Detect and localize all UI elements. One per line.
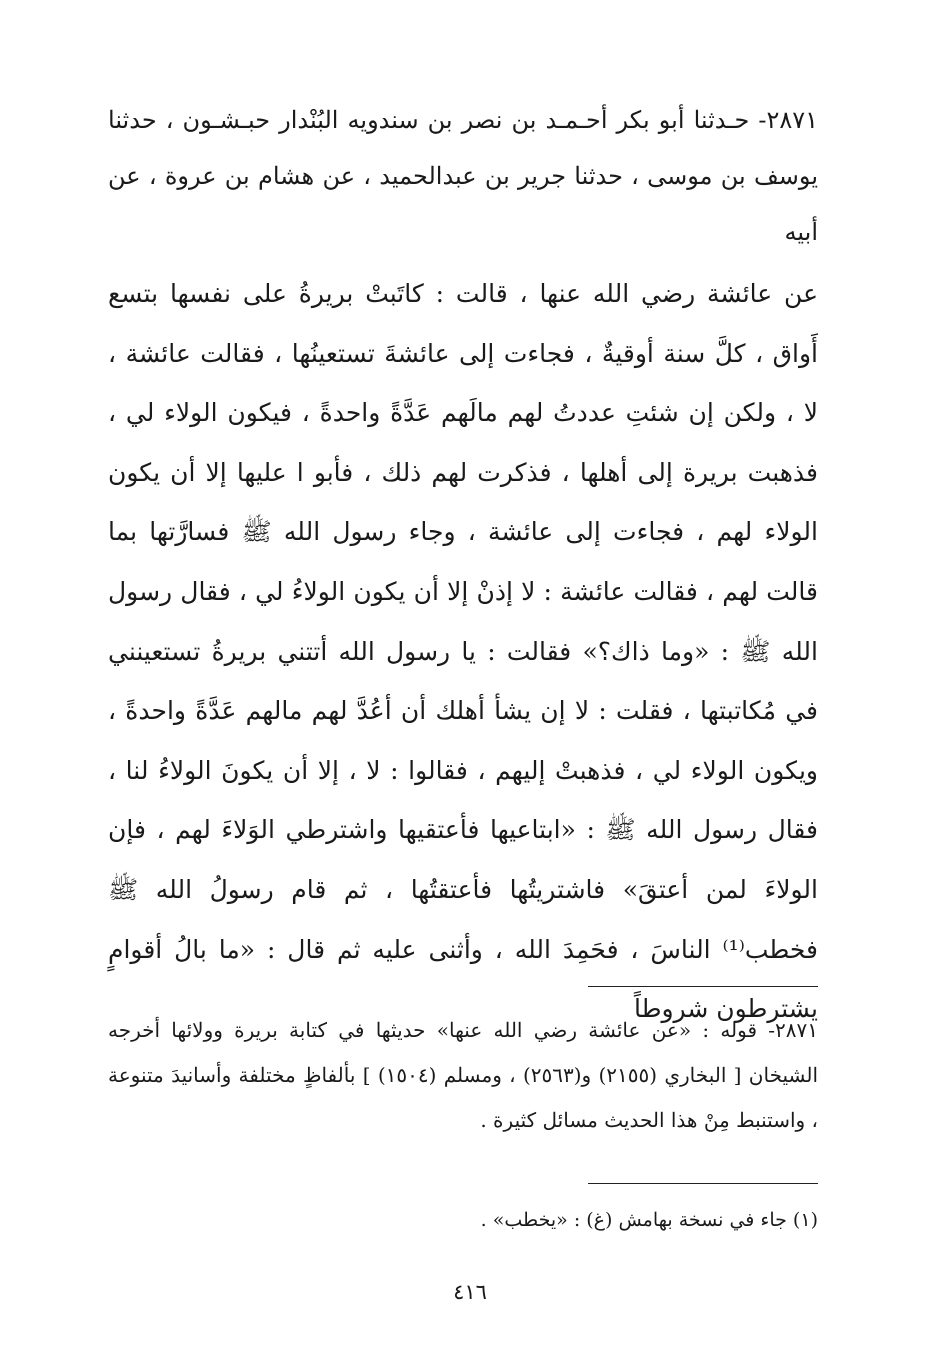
hadith-matn: عن عائشة رضي الله عنها ، قالت : كاتَبتْ بريرةُ على نفسها بتسع أَواق ، كلَّ سنة أوقيةٌ ، فجاءت إلى عائشةَ تستعينُها ، فقالت عائشة ، لا ، ولكن إن شئتِ عددتُ لهم مالَهم عَدَّةً واحدةً ، فيكون الولاء لي ، فذهبت بريرة إلى أهلها ، فذكرت لهم ذلك ، فأبو ا عليها إلا أن يكون الولاء لهم ، فجاءت إلى عائشة ، وجاء رسول الله ﷺ فسارَّتها بما قالت لهم ، فقالت عائشة : لا إذنْ إلا أن يكون الولاءُ لي ، فقال رسول الله ﷺ : «وما ذاك؟» فقالت : يا رسول الله أتتني بريرةُ تستعينني في مُكاتبتها ، فقلت : لا إن يشأ أهلك أن أعُدَّ لهم مالهم عَدَّةً واحدةً ، ويكون الولاء لي ، فذهبتْ إليهم ، فقالوا : لا ، إلا أن يكونَ الولاءُ لنا ، فقال رسول الله ﷺ : «ابتاعيها فأعتقيها واشترطي الوَلاءَ لهم ، فإن الولاءَ لمن أعتقَ» فاشتريتُها فأعتقتُها ، ثم قام رسولُ الله ﷺ فخطب⁽¹⁾ الناسَ ، فحَمِدَ الله ، وأثنى عليه ثم قال : «ما بالُ أقوامٍ يشترطون شروطاً [108, 279, 818, 1024]
commentary-divider [588, 986, 818, 987]
footnote: (١) جاء في نسخة بهامش (غ) : «يخطب» . [480, 1209, 818, 1231]
footnote-divider [588, 1183, 818, 1184]
page-number: ٤١٦ [453, 1280, 487, 1304]
commentary-note: ٢٨٧١- قوله : «عن عائشة رضي الله عنها» حديثها في كتابة بريرة وولائها أخرجه الشيخان [ البخاري (٢١٥٥) و(٢٥٦٣) ، ومسلم (١٥٠٤) ] بألفاظٍ مختلفة وأسانيدَ متنوعة ، واستنبط مِنْ هذا الحديث مسائل كثيرة . [108, 1018, 819, 1132]
hadith-isnad: ٢٨٧١- حـدثنا أبو بكر أحـمـد بن نصر بن سندويه البُنْدار حبـشـون ، حدثنا يوسف بن موسى ، حدثنا جرير بن عبدالحميد ، عن هشام بن عروة ، عن أبيه [108, 106, 818, 246]
